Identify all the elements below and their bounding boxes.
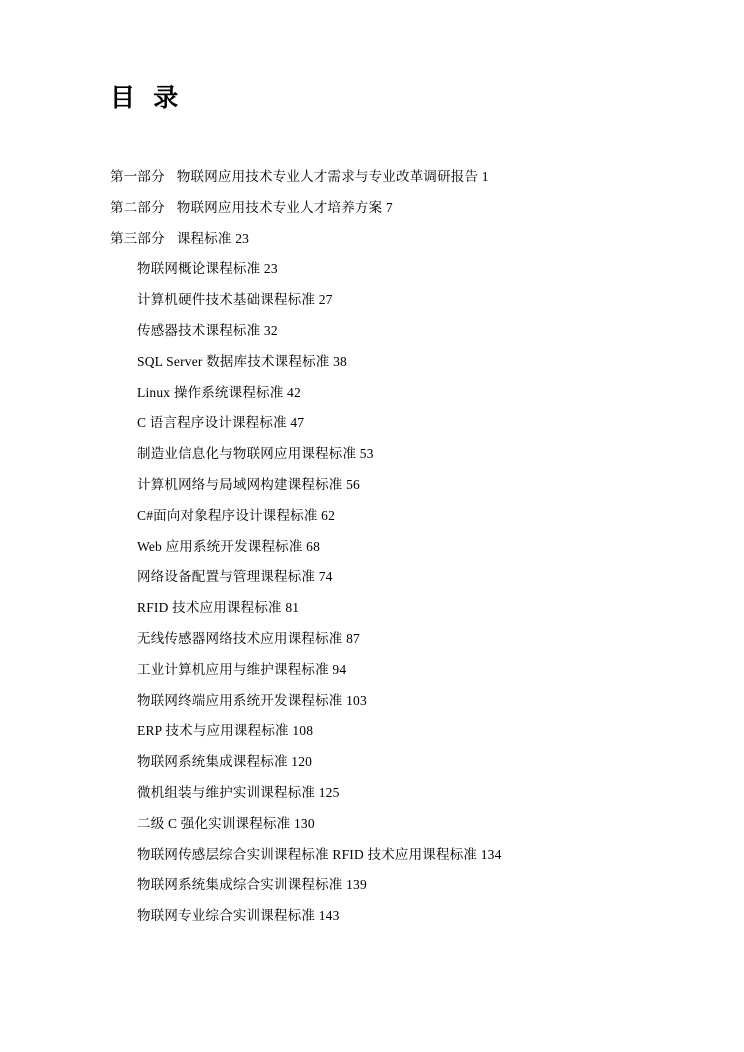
toc-entry-page-number: 47: [290, 415, 305, 431]
toc-entry-page-number: 38: [333, 353, 347, 369]
toc-entry-label: 计算机网络与局域网构建课程标准: [137, 476, 343, 492]
toc-entry-page-number: 87: [346, 630, 360, 646]
toc-entry-label: ERP 技术与应用课程标准: [137, 723, 289, 739]
toc-entry-page-number: 120: [291, 754, 313, 770]
toc-entry-label: 物联网专业综合实训课程标准: [137, 908, 316, 924]
toc-entry-label: 工业计算机应用与维护课程标准: [137, 661, 329, 677]
toc-entry-label: 制造业信息化与物联网应用课程标准: [137, 446, 357, 462]
toc-entry-page-number: 130: [293, 815, 315, 831]
toc-entry-page-number: 27: [318, 292, 333, 308]
toc-entry[interactable]: [137, 293, 684, 307]
toc-entry-page-number: 81: [285, 600, 300, 616]
toc-entry-label: Web 应用系统开发课程标准: [137, 538, 303, 554]
toc-entry[interactable]: [137, 262, 684, 276]
toc-entry[interactable]: [137, 786, 684, 800]
toc-entry-prefix: 第一部分: [110, 169, 165, 184]
toc-entry-label: C#面向对象程序设计课程标准: [137, 507, 318, 523]
table-of-contents: [110, 170, 684, 923]
toc-entry-page-number: 94: [332, 661, 347, 677]
toc-entry-page-number: 56: [346, 476, 360, 492]
toc-entry[interactable]: [137, 570, 684, 584]
page-title: 目 录: [110, 85, 185, 112]
toc-entry[interactable]: [137, 755, 684, 769]
toc-entry[interactable]: [137, 355, 684, 369]
toc-entry-prefix: 第二部分: [110, 199, 165, 215]
toc-entry[interactable]: [137, 386, 684, 400]
toc-entry-page-number: 125: [318, 784, 340, 800]
toc-entry-label: 物联网系统集成课程标准: [137, 754, 288, 770]
page-content: [110, 84, 684, 940]
toc-entry-prefix: 第三部分: [110, 230, 165, 246]
toc-entry-label: 物联网传感层综合实训课程标准 RFID 技术应用课程标准: [137, 846, 478, 862]
toc-entry[interactable]: [137, 416, 684, 430]
toc-entry-page-number: 74: [318, 569, 333, 585]
toc-entry[interactable]: [137, 540, 684, 554]
toc-entry-page-number: 1: [481, 169, 489, 184]
toc-entry[interactable]: [137, 694, 684, 708]
toc-entry-page-number: 62: [321, 507, 336, 523]
toc-entry[interactable]: [110, 170, 684, 184]
toc-entry[interactable]: [110, 232, 684, 246]
toc-entry-label: 计算机硬件技术基础课程标准: [137, 292, 316, 308]
toc-entry-page-number: 143: [318, 908, 340, 924]
toc-entry[interactable]: [137, 848, 684, 862]
toc-entry[interactable]: [137, 817, 684, 831]
toc-entry[interactable]: [110, 201, 684, 215]
toc-entry[interactable]: [137, 663, 684, 677]
toc-entry-page-number: 134: [480, 846, 502, 862]
toc-entry[interactable]: [137, 601, 684, 615]
toc-entry-label: Linux 操作系统课程标准: [137, 384, 284, 400]
toc-entry-label: 传感器技术课程标准: [137, 322, 261, 338]
toc-entry-page-number: 32: [263, 322, 278, 338]
toc-entry[interactable]: [137, 878, 684, 892]
toc-entry-label: SQL Server 数据库技术课程标准: [137, 353, 330, 369]
toc-entry-page-number: 53: [359, 446, 374, 462]
toc-entry[interactable]: [137, 632, 684, 646]
toc-entry-label: 物联网概论课程标准: [137, 261, 261, 277]
toc-entry-label: 物联网应用技术专业人才培养方案: [176, 199, 383, 215]
toc-entry-page-number: 103: [346, 692, 367, 708]
toc-entry-page-number: 139: [346, 877, 367, 893]
toc-entry-label: RFID 技术应用课程标准: [137, 600, 282, 616]
toc-entry-page-number: 68: [306, 538, 321, 554]
toc-entry-label: 课程标准: [176, 230, 232, 246]
toc-entry[interactable]: [137, 324, 684, 338]
toc-entry-label: 微机组装与维护实训课程标准: [137, 784, 316, 800]
toc-entry-label: 物联网应用技术专业人才需求与专业改革调研报告: [176, 169, 479, 184]
toc-entry-page-number: 42: [287, 384, 301, 400]
toc-entry[interactable]: [137, 478, 684, 492]
toc-entry[interactable]: [137, 509, 684, 523]
toc-entry-label: 二级 C 强化实训课程标准: [137, 815, 291, 831]
toc-entry-label: 无线传感器网络技术应用课程标准: [137, 630, 343, 646]
toc-entry-page-number: 23: [263, 261, 278, 277]
toc-entry-label: 物联网终端应用系统开发课程标准: [137, 692, 343, 708]
toc-entry-label: 物联网系统集成综合实训课程标准: [137, 877, 343, 893]
toc-entry-page-number: 108: [292, 723, 314, 739]
toc-entry-label: C 语言程序设计课程标准: [137, 415, 287, 431]
toc-entry-page-number: 7: [385, 199, 393, 215]
toc-entry-label: 网络设备配置与管理课程标准: [137, 569, 316, 585]
toc-entry[interactable]: [137, 909, 684, 923]
toc-entry[interactable]: [137, 724, 684, 738]
toc-entry-page-number: 23: [235, 230, 250, 246]
toc-entry[interactable]: [137, 447, 684, 461]
